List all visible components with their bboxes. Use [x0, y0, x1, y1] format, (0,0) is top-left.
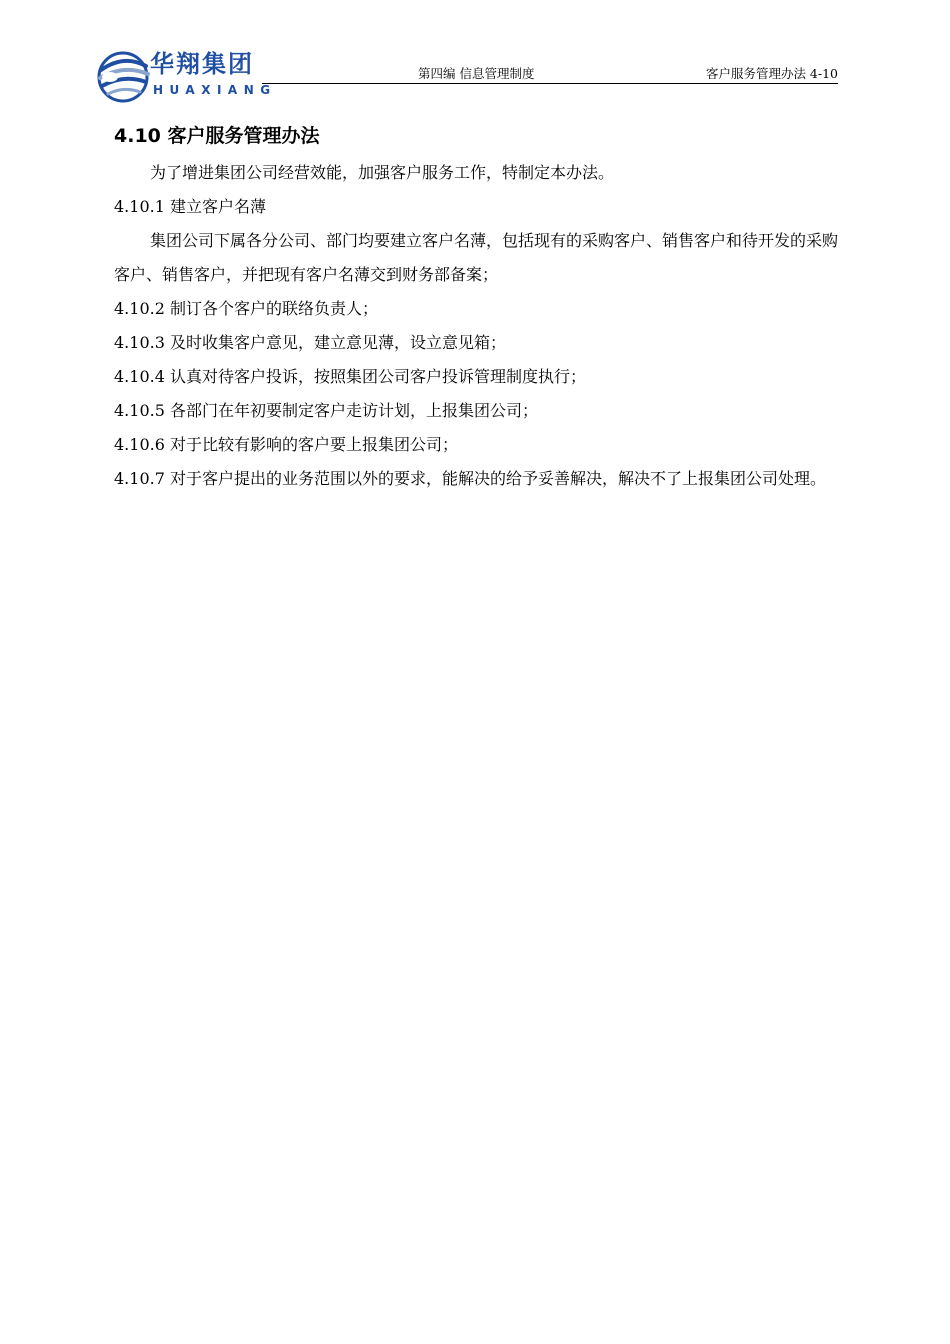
clause-heading-4-10-1: 4.10.1 建立客户名薄 [114, 197, 266, 216]
header-divider [262, 83, 838, 84]
company-logo [96, 44, 281, 106]
page-header [96, 44, 838, 106]
logo-chinese-text: 华翔集团 [150, 50, 254, 78]
header-chapter-label: 第四编 信息管理制度 [418, 66, 535, 81]
clause-body-4-10-1: 集团公司下属各分公司、部门均要建立客户名薄，包括现有的采购客户、销售客户和待开发的采购客户、销售客户，并把现有客户名薄交到财务部备案； [114, 231, 839, 284]
intro-paragraph: 为了增进集团公司经营效能，加强客户服务工作，特制定本办法。 [150, 163, 615, 182]
header-section-label: 客户服务管理办法 4-10 [705, 66, 838, 81]
clause-4-10-5: 4.10.5 各部门在年初要制定客户走访计划，上报集团公司； [114, 401, 538, 420]
section-title: 4.10 客户服务管理办法 [114, 125, 320, 147]
globe-swoosh-icon [96, 44, 156, 106]
clause-4-10-3: 4.10.3 及时收集客户意见，建立意见薄，设立意见箱； [114, 333, 506, 352]
clause-4-10-4: 4.10.4 认真对待客户投诉，按照集团公司客户投诉管理制度执行； [114, 367, 586, 386]
clause-4-10-6: 4.10.6 对于比较有影响的客户要上报集团公司； [114, 435, 458, 454]
clause-4-10-7: 4.10.7 对于客户提出的业务范围以外的要求，能解决的给予妥善解决，解决不了上报集团公司处理。 [114, 469, 826, 488]
logo-english-text: HUAXIANG [153, 83, 277, 97]
clause-4-10-2: 4.10.2 制订各个客户的联络负责人； [114, 299, 378, 318]
document-body [114, 122, 838, 496]
